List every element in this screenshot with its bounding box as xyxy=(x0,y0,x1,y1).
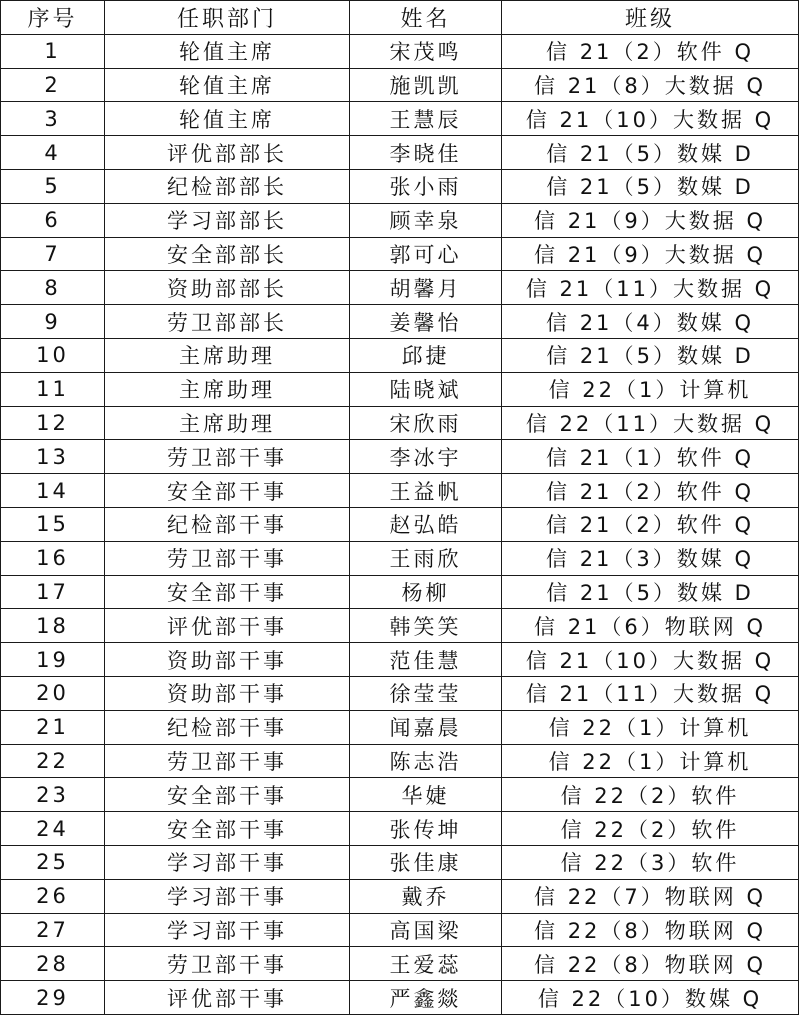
cell-index: 8 xyxy=(1,271,105,305)
cell-department: 主席助理 xyxy=(105,372,350,406)
table-row xyxy=(1,169,799,203)
cell-class: 信 22（2）软件 xyxy=(502,812,799,846)
cell-class: 信 22（10）数媒 Q xyxy=(502,981,799,1015)
cell-department: 劳卫部干事 xyxy=(105,541,350,575)
header-class: 班级 xyxy=(502,1,799,35)
cell-name: 张传坤 xyxy=(350,812,502,846)
cell-name: 邱捷 xyxy=(350,338,502,372)
cell-department: 劳卫部部长 xyxy=(105,305,350,339)
cell-name: 杨柳 xyxy=(350,575,502,609)
cell-class: 信 21（5）数媒 D xyxy=(502,169,799,203)
cell-index: 14 xyxy=(1,474,105,508)
header-index: 序号 xyxy=(1,1,105,35)
cell-index: 15 xyxy=(1,507,105,541)
table-row xyxy=(1,575,799,609)
cell-department: 主席助理 xyxy=(105,338,350,372)
cell-class: 信 21（4）数媒 Q xyxy=(502,305,799,339)
cell-class: 信 22（7）物联网 Q xyxy=(502,879,799,913)
cell-department: 纪检部干事 xyxy=(105,710,350,744)
cell-class: 信 22（8）物联网 Q xyxy=(502,947,799,981)
cell-index: 29 xyxy=(1,981,105,1015)
cell-name: 郭可心 xyxy=(350,237,502,271)
cell-index: 4 xyxy=(1,136,105,170)
cell-department: 学习部干事 xyxy=(105,845,350,879)
cell-department: 主席助理 xyxy=(105,406,350,440)
table-row xyxy=(1,271,799,305)
cell-name: 宋欣雨 xyxy=(350,406,502,440)
cell-class: 信 21（2）软件 Q xyxy=(502,474,799,508)
cell-class: 信 21（3）数媒 Q xyxy=(502,541,799,575)
table-row xyxy=(1,812,799,846)
cell-index: 16 xyxy=(1,541,105,575)
cell-index: 1 xyxy=(1,34,105,68)
cell-class: 信 22（8）物联网 Q xyxy=(502,913,799,947)
cell-class: 信 21（5）数媒 D xyxy=(502,575,799,609)
table-row xyxy=(1,372,799,406)
cell-class: 信 21（11）大数据 Q xyxy=(502,676,799,710)
cell-department: 劳卫部干事 xyxy=(105,440,350,474)
cell-class: 信 22（1）计算机 xyxy=(502,372,799,406)
cell-name: 戴乔 xyxy=(350,879,502,913)
cell-class: 信 21（6）物联网 Q xyxy=(502,609,799,643)
cell-class: 信 22（1）计算机 xyxy=(502,744,799,778)
cell-index: 12 xyxy=(1,406,105,440)
table-row xyxy=(1,237,799,271)
table-row xyxy=(1,676,799,710)
cell-index: 13 xyxy=(1,440,105,474)
cell-department: 学习部干事 xyxy=(105,913,350,947)
cell-class: 信 21（2）软件 Q xyxy=(502,34,799,68)
cell-class: 信 21（5）数媒 D xyxy=(502,136,799,170)
cell-name: 王益帆 xyxy=(350,474,502,508)
table-row xyxy=(1,744,799,778)
header-department: 任职部门 xyxy=(105,1,350,35)
cell-index: 22 xyxy=(1,744,105,778)
cell-department: 安全部干事 xyxy=(105,778,350,812)
cell-department: 评优部部长 xyxy=(105,136,350,170)
table-row xyxy=(1,34,799,68)
cell-name: 徐莹莹 xyxy=(350,676,502,710)
table-row xyxy=(1,305,799,339)
cell-department: 轮值主席 xyxy=(105,102,350,136)
cell-name: 王爱蕊 xyxy=(350,947,502,981)
table-row xyxy=(1,541,799,575)
cell-class: 信 21（1）软件 Q xyxy=(502,440,799,474)
table-row xyxy=(1,338,799,372)
cell-name: 陈志浩 xyxy=(350,744,502,778)
cell-department: 纪检部部长 xyxy=(105,169,350,203)
cell-index: 18 xyxy=(1,609,105,643)
table-row xyxy=(1,643,799,677)
header-row xyxy=(1,1,799,35)
cell-department: 劳卫部干事 xyxy=(105,947,350,981)
cell-index: 26 xyxy=(1,879,105,913)
header-name: 姓名 xyxy=(350,1,502,35)
cell-index: 7 xyxy=(1,237,105,271)
cell-index: 21 xyxy=(1,710,105,744)
cell-class: 信 22（3）软件 xyxy=(502,845,799,879)
cell-department: 学习部部长 xyxy=(105,203,350,237)
cell-class: 信 22（2）软件 xyxy=(502,778,799,812)
cell-name: 施凯凯 xyxy=(350,68,502,102)
cell-class: 信 21（2）软件 Q xyxy=(502,507,799,541)
cell-index: 3 xyxy=(1,102,105,136)
table-row xyxy=(1,947,799,981)
cell-index: 24 xyxy=(1,812,105,846)
cell-index: 19 xyxy=(1,643,105,677)
cell-index: 25 xyxy=(1,845,105,879)
cell-department: 资助部干事 xyxy=(105,643,350,677)
cell-name: 赵弘皓 xyxy=(350,507,502,541)
cell-class: 信 21（8）大数据 Q xyxy=(502,68,799,102)
cell-name: 严鑫燚 xyxy=(350,981,502,1015)
cell-department: 评优部干事 xyxy=(105,981,350,1015)
table-row xyxy=(1,507,799,541)
cell-class: 信 21（9）大数据 Q xyxy=(502,237,799,271)
table-row xyxy=(1,203,799,237)
table-header xyxy=(1,1,799,35)
cell-name: 华婕 xyxy=(350,778,502,812)
cell-department: 安全部干事 xyxy=(105,575,350,609)
cell-name: 顾幸泉 xyxy=(350,203,502,237)
table-row xyxy=(1,136,799,170)
cell-department: 轮值主席 xyxy=(105,34,350,68)
cell-department: 资助部部长 xyxy=(105,271,350,305)
cell-name: 高国梁 xyxy=(350,913,502,947)
cell-department: 安全部部长 xyxy=(105,237,350,271)
cell-index: 20 xyxy=(1,676,105,710)
cell-department: 安全部干事 xyxy=(105,812,350,846)
cell-index: 23 xyxy=(1,778,105,812)
cell-department: 轮值主席 xyxy=(105,68,350,102)
cell-index: 9 xyxy=(1,305,105,339)
cell-department: 学习部干事 xyxy=(105,879,350,913)
cell-name: 张佳康 xyxy=(350,845,502,879)
cell-department: 资助部干事 xyxy=(105,676,350,710)
cell-name: 姜馨怡 xyxy=(350,305,502,339)
cell-class: 信 22（11）大数据 Q xyxy=(502,406,799,440)
cell-class: 信 21（10）大数据 Q xyxy=(502,643,799,677)
table-row xyxy=(1,981,799,1015)
table-row xyxy=(1,440,799,474)
cell-class: 信 21（9）大数据 Q xyxy=(502,203,799,237)
cell-index: 27 xyxy=(1,913,105,947)
cell-name: 李晓佳 xyxy=(350,136,502,170)
table-row xyxy=(1,609,799,643)
table-row xyxy=(1,474,799,508)
table-row xyxy=(1,879,799,913)
cell-index: 28 xyxy=(1,947,105,981)
table-row xyxy=(1,778,799,812)
table-row xyxy=(1,406,799,440)
cell-index: 2 xyxy=(1,68,105,102)
cell-index: 5 xyxy=(1,169,105,203)
cell-index: 6 xyxy=(1,203,105,237)
cell-name: 王雨欣 xyxy=(350,541,502,575)
table-row xyxy=(1,845,799,879)
cell-class: 信 21（10）大数据 Q xyxy=(502,102,799,136)
cell-department: 安全部干事 xyxy=(105,474,350,508)
cell-index: 11 xyxy=(1,372,105,406)
cell-index: 17 xyxy=(1,575,105,609)
cell-department: 评优部干事 xyxy=(105,609,350,643)
cell-department: 劳卫部干事 xyxy=(105,744,350,778)
cell-class: 信 21（11）大数据 Q xyxy=(502,271,799,305)
cell-name: 张小雨 xyxy=(350,169,502,203)
table-body xyxy=(1,34,799,1014)
cell-name: 李冰宇 xyxy=(350,440,502,474)
cell-name: 范佳慧 xyxy=(350,643,502,677)
table-row xyxy=(1,710,799,744)
table-row xyxy=(1,102,799,136)
cell-name: 闻嘉晨 xyxy=(350,710,502,744)
cell-name: 王慧辰 xyxy=(350,102,502,136)
cell-class: 信 22（1）计算机 xyxy=(502,710,799,744)
cell-name: 胡馨月 xyxy=(350,271,502,305)
cell-index: 10 xyxy=(1,338,105,372)
cell-name: 韩笑笑 xyxy=(350,609,502,643)
cell-name: 陆晓斌 xyxy=(350,372,502,406)
cell-department: 纪检部干事 xyxy=(105,507,350,541)
table-row xyxy=(1,68,799,102)
cell-name: 宋茂鸣 xyxy=(350,34,502,68)
cell-class: 信 21（5）数媒 D xyxy=(502,338,799,372)
table-row xyxy=(1,913,799,947)
